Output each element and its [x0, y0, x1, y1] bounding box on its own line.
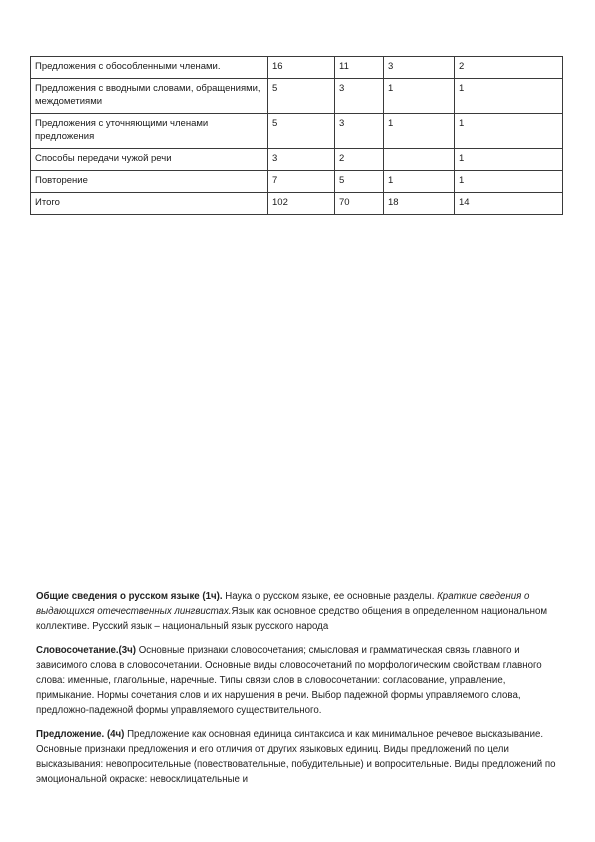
hours-cell: 3 — [335, 114, 384, 149]
table-row — [31, 57, 563, 79]
hours-cell: 1 — [455, 114, 563, 149]
section-heading: Словосочетание.(3ч) — [36, 645, 136, 656]
hours-table-body — [31, 57, 563, 215]
section-heading: Общие сведения о русском языке (1ч). — [36, 591, 223, 602]
table-row — [31, 114, 563, 149]
section-text: Наука о русском языке, ее основные разделы. — [222, 591, 438, 602]
hours-cell: 11 — [335, 57, 384, 79]
hours-cell: 5 — [268, 114, 335, 149]
section-text: Основные признаки словосочетания; смысловая и грамматическая связь главного и зависимого слова в словосочетании. Основные виды словосочетаний по морфологическим свойствам главного слова: именные, глагольные, наречные. Типы связи слов в словосочетании: согласование, управление, примыкание. Нормы сочетания слов и их нарушения в речи. Выбор падежной формы управляемого слова, предложно-падежной формы управляемого существительного. — [36, 645, 542, 716]
hours-cell: 16 — [268, 57, 335, 79]
hours-table — [30, 56, 563, 215]
hours-cell: 1 — [455, 149, 563, 171]
hours-cell: 1 — [455, 79, 563, 114]
table-row — [31, 171, 563, 193]
hours-cell: 1 — [455, 171, 563, 193]
topic-cell: Способы передачи чужой речи — [31, 149, 268, 171]
hours-cell: 3 — [268, 149, 335, 171]
section-heading: Предложение. (4ч) — [36, 729, 125, 740]
topic-cell: Предложения с обособленными членами. — [31, 57, 268, 79]
section-phrase — [36, 643, 556, 718]
hours-cell: 18 — [384, 193, 455, 215]
hours-cell: 2 — [335, 149, 384, 171]
hours-cell: 1 — [384, 79, 455, 114]
hours-cell — [384, 149, 455, 171]
table-row — [31, 79, 563, 114]
program-content — [36, 589, 556, 796]
hours-cell: 3 — [335, 79, 384, 114]
section-italic-text: Краткие сведения о выдающихся отечественных лингвистах. — [36, 591, 530, 617]
hours-cell: 5 — [335, 171, 384, 193]
section-sentence — [36, 727, 556, 787]
hours-cell: 3 — [384, 57, 455, 79]
section-text: Язык как основное средство общения в определенном национальном коллективе. Русский язык – национальный язык русского народа — [36, 606, 548, 632]
hours-cell: 102 — [268, 193, 335, 215]
topic-cell: Итого — [31, 193, 268, 215]
hours-cell: 2 — [455, 57, 563, 79]
hours-cell: 14 — [455, 193, 563, 215]
hours-cell: 1 — [384, 114, 455, 149]
table-row — [31, 193, 563, 215]
hours-cell: 7 — [268, 171, 335, 193]
topic-cell: Повторение — [31, 171, 268, 193]
table-row — [31, 149, 563, 171]
topic-cell: Предложения с вводными словами, обращениями, междометиями — [31, 79, 268, 114]
section-text: Предложение как основная единица синтаксиса и как минимальное речевое высказывание. Основные признаки предложения и его отличия от других языковых единиц. Виды предложений по цели высказывания: невопросительные (повествовательные, побудительные) и вопросительные. Виды предложений по эмоциональной окраске: невосклицательные и — [36, 729, 556, 785]
hours-cell: 5 — [268, 79, 335, 114]
hours-cell: 70 — [335, 193, 384, 215]
topic-cell: Предложения с уточняющими членами предложения — [31, 114, 268, 149]
section-general-info — [36, 589, 556, 634]
hours-cell: 1 — [384, 171, 455, 193]
